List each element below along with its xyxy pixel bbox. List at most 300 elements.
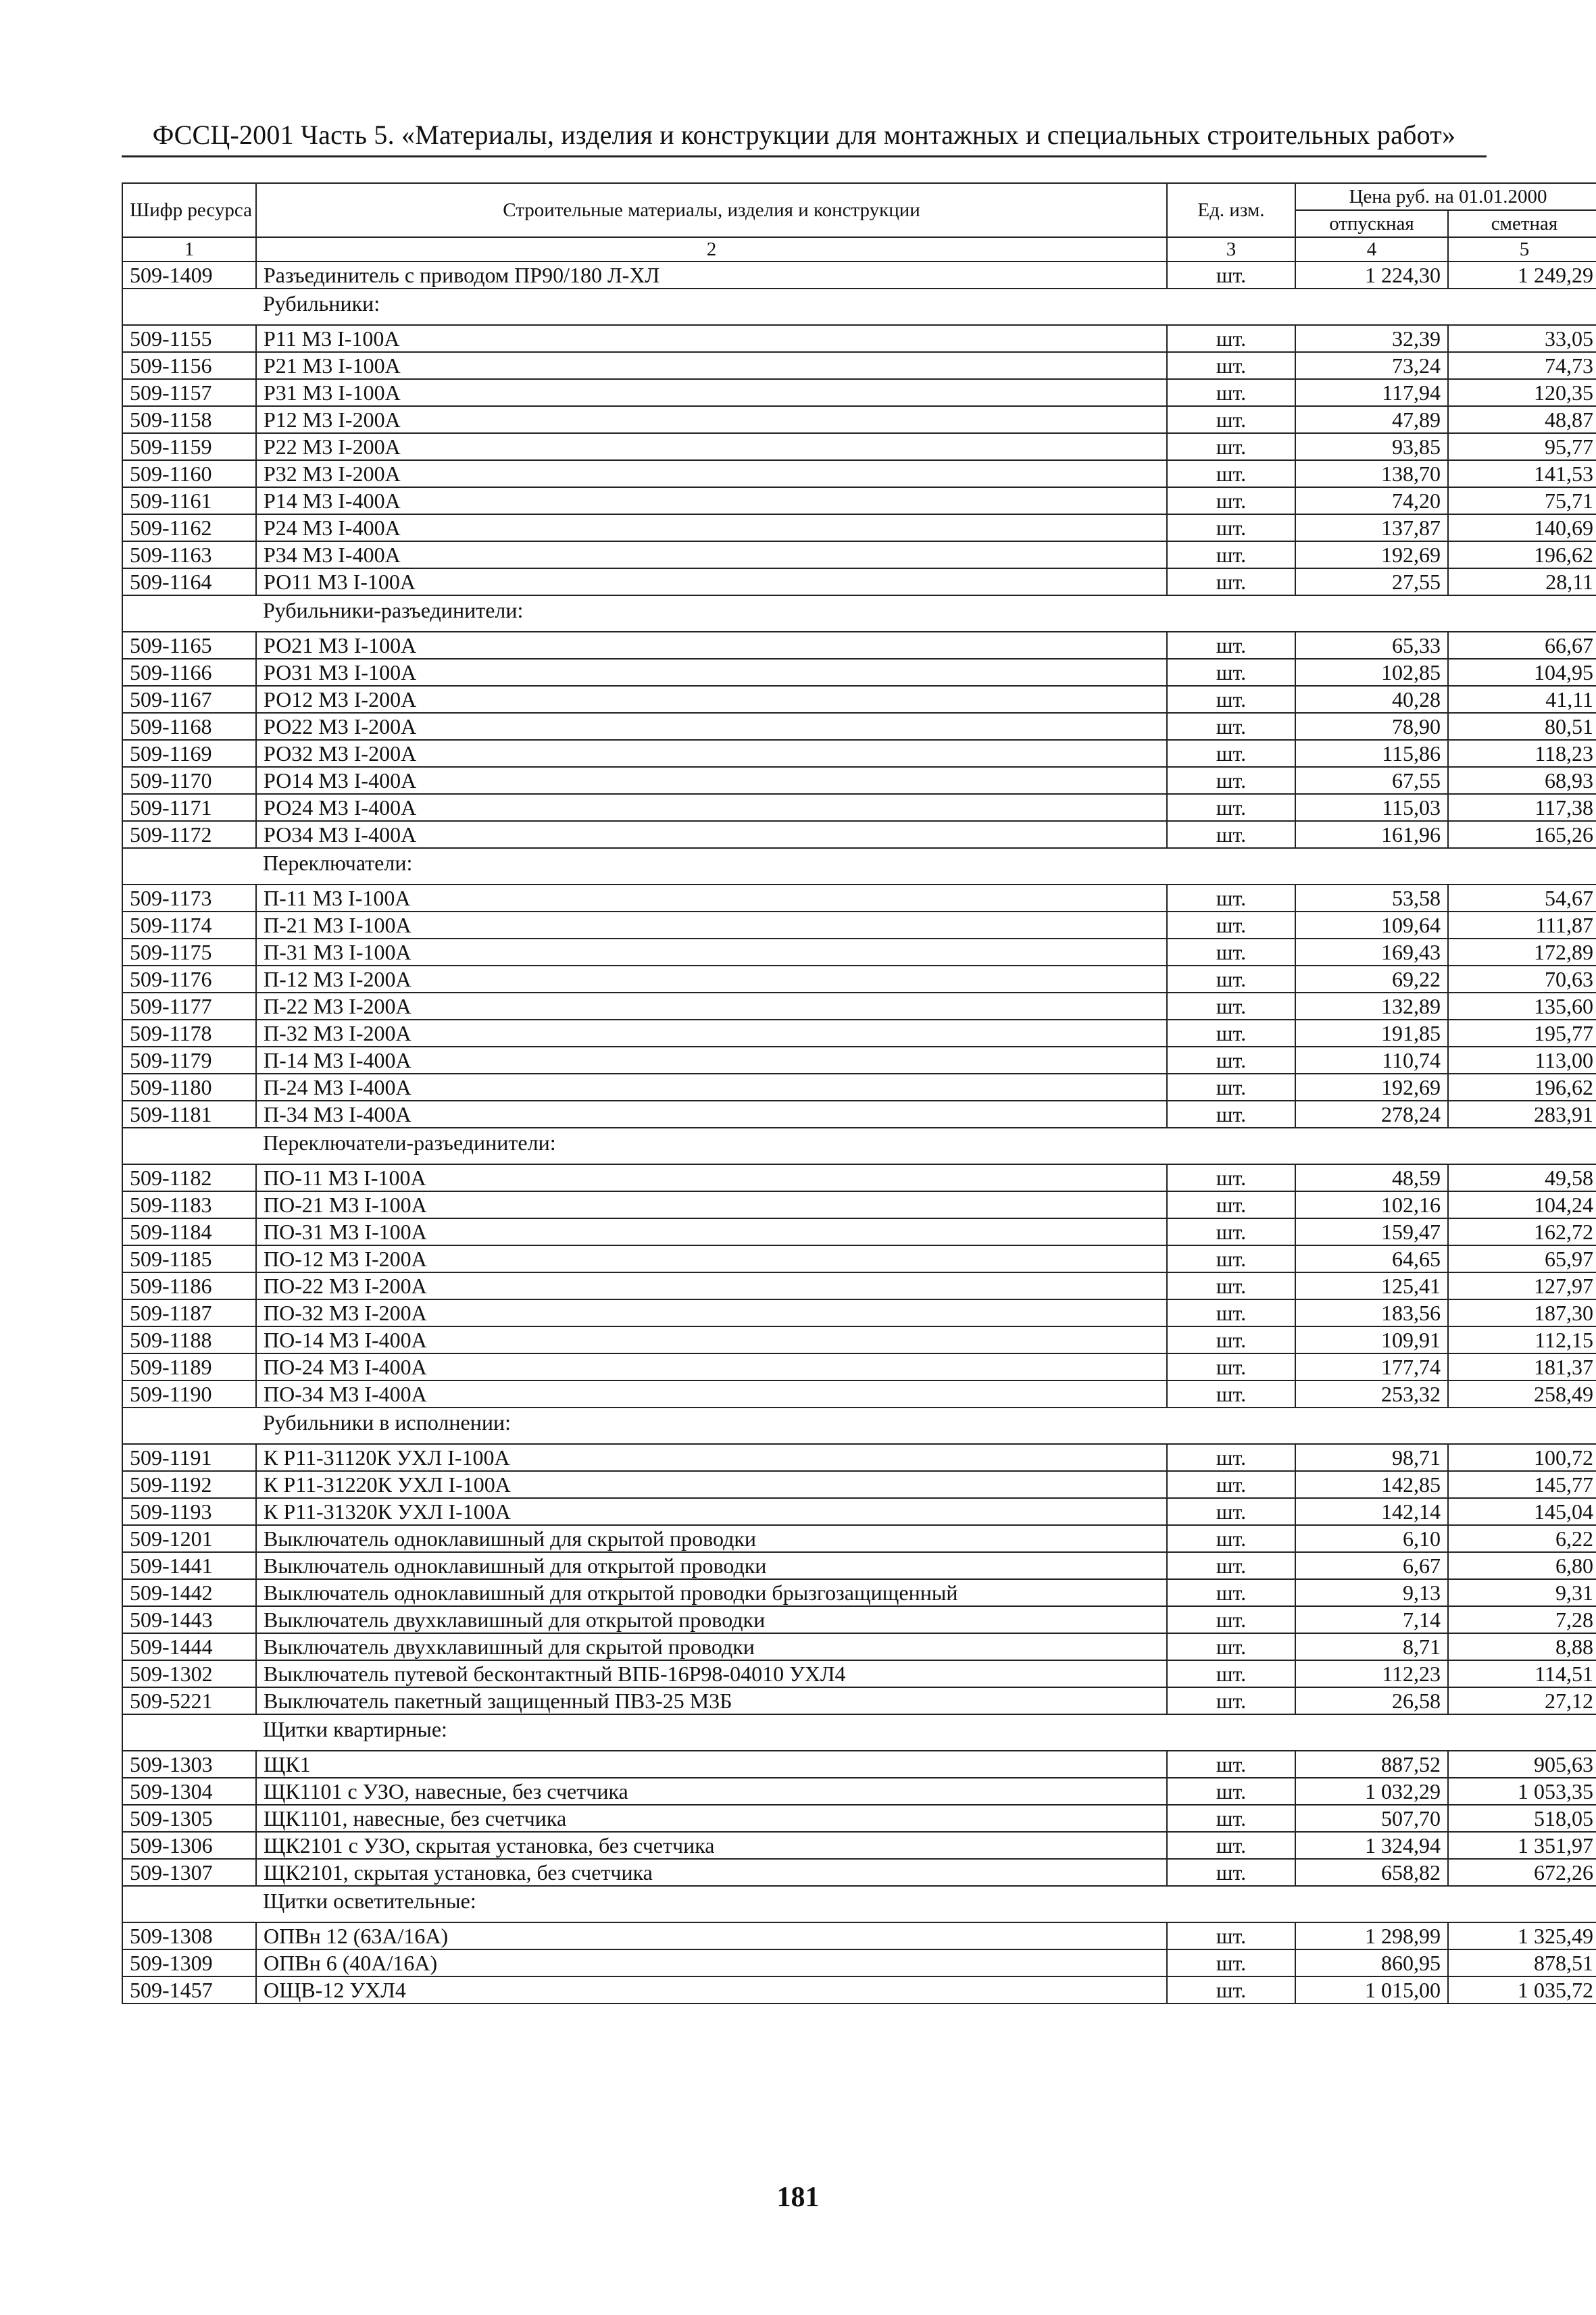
resource-code-cell: 509-1302 — [122, 1660, 256, 1687]
material-name-cell: ПО-31 М3 I-100А — [256, 1218, 1167, 1245]
price-estimate-cell: 113,00 — [1448, 1047, 1596, 1074]
resource-code-cell: 509-1181 — [122, 1101, 256, 1128]
table-row — [122, 487, 1596, 514]
column-number-3: 3 — [1167, 237, 1295, 262]
price-estimate-cell: 65,97 — [1448, 1245, 1596, 1272]
resource-code-cell: 509-1161 — [122, 487, 256, 514]
resource-code-cell: 509-1305 — [122, 1805, 256, 1832]
price-release-cell: 192,69 — [1295, 1074, 1448, 1101]
unit-cell: шт. — [1167, 1299, 1295, 1326]
price-table-body — [122, 262, 1596, 2003]
price-release-cell: 40,28 — [1295, 686, 1448, 713]
price-release-cell: 159,47 — [1295, 1218, 1448, 1245]
unit-cell: шт. — [1167, 1020, 1295, 1047]
unit-cell: шт. — [1167, 514, 1295, 541]
resource-code-cell: 509-1304 — [122, 1778, 256, 1805]
price-release-cell: 109,91 — [1295, 1326, 1448, 1353]
price-release-cell: 1 324,94 — [1295, 1832, 1448, 1859]
unit-cell: шт. — [1167, 262, 1295, 289]
price-release-cell: 112,23 — [1295, 1660, 1448, 1687]
unit-cell: шт. — [1167, 1191, 1295, 1218]
resource-code-cell: 509-1174 — [122, 912, 256, 939]
material-name-cell: Выключатель двухклавишный для скрытой проводки — [256, 1633, 1167, 1660]
material-name-cell: П-34 М3 I-400А — [256, 1101, 1167, 1128]
material-name-cell: Р21 М3 I-100А — [256, 352, 1167, 379]
unit-cell: шт. — [1167, 1660, 1295, 1687]
header-divider — [122, 155, 1487, 157]
price-release-cell: 253,32 — [1295, 1380, 1448, 1408]
table-row — [122, 740, 1596, 767]
price-release-cell: 65,33 — [1295, 632, 1448, 659]
material-name-cell: РО32 М3 I-200А — [256, 740, 1167, 767]
resource-code-cell: 509-5221 — [122, 1687, 256, 1714]
resource-code-cell: 509-1169 — [122, 740, 256, 767]
price-release-cell: 8,71 — [1295, 1633, 1448, 1660]
price-estimate-cell: 1 351,97 — [1448, 1832, 1596, 1859]
resource-code-cell: 509-1457 — [122, 1976, 256, 2003]
price-estimate-cell: 196,62 — [1448, 541, 1596, 568]
price-estimate-cell: 145,04 — [1448, 1498, 1596, 1525]
material-name-cell: К Р11-31220К УХЛ I-100А — [256, 1471, 1167, 1498]
price-release-cell: 48,59 — [1295, 1164, 1448, 1191]
price-release-cell: 1 224,30 — [1295, 262, 1448, 289]
price-estimate-cell: 187,30 — [1448, 1299, 1596, 1326]
unit-cell: шт. — [1167, 406, 1295, 433]
column-header-price-group: Цена руб. на 01.01.2000 — [1295, 183, 1596, 210]
price-release-cell: 177,74 — [1295, 1353, 1448, 1380]
material-name-cell: РО24 М3 I-400А — [256, 794, 1167, 821]
material-name-cell: Разъединитель с приводом ПР90/180 Л-ХЛ — [256, 262, 1167, 289]
price-estimate-cell: 28,11 — [1448, 568, 1596, 595]
section-header-row — [122, 1128, 1596, 1164]
section-header-row — [122, 1886, 1596, 1922]
unit-cell: шт. — [1167, 1976, 1295, 2003]
table-row — [122, 632, 1596, 659]
unit-cell: шт. — [1167, 1245, 1295, 1272]
price-release-cell: 102,85 — [1295, 659, 1448, 686]
column-header-code: Шифр ресурса — [122, 183, 256, 237]
price-estimate-cell: 6,22 — [1448, 1525, 1596, 1552]
page-header-title: ФССЦ-2001 Часть 5. «Материалы, изделия и конструкции для монтажных и специальных строительных работ» — [152, 120, 1456, 150]
table-row — [122, 659, 1596, 686]
resource-code-cell: 509-1180 — [122, 1074, 256, 1101]
material-name-cell: ПО-21 М3 I-100А — [256, 1191, 1167, 1218]
unit-cell: шт. — [1167, 325, 1295, 352]
resource-code-cell: 509-1175 — [122, 939, 256, 966]
price-release-cell: 183,56 — [1295, 1299, 1448, 1326]
price-estimate-cell: 33,05 — [1448, 325, 1596, 352]
column-number-4: 4 — [1295, 237, 1448, 262]
resource-code-cell: 509-1303 — [122, 1751, 256, 1778]
price-release-cell: 115,03 — [1295, 794, 1448, 821]
price-release-cell: 109,64 — [1295, 912, 1448, 939]
table-row — [122, 1805, 1596, 1832]
material-name-cell: РО11 М3 I-100А — [256, 568, 1167, 595]
price-estimate-cell: 75,71 — [1448, 487, 1596, 514]
price-release-cell: 67,55 — [1295, 767, 1448, 794]
price-estimate-cell: 74,73 — [1448, 352, 1596, 379]
unit-cell: шт. — [1167, 713, 1295, 740]
price-estimate-cell: 54,67 — [1448, 885, 1596, 912]
material-name-cell: П-31 М3 I-100А — [256, 939, 1167, 966]
table-row — [122, 1859, 1596, 1886]
unit-cell: шт. — [1167, 1579, 1295, 1606]
price-estimate-cell: 140,69 — [1448, 514, 1596, 541]
table-row — [122, 713, 1596, 740]
price-release-cell: 64,65 — [1295, 1245, 1448, 1272]
unit-cell: шт. — [1167, 541, 1295, 568]
table-row — [122, 1751, 1596, 1778]
price-release-cell: 74,20 — [1295, 487, 1448, 514]
material-name-cell: Р32 М3 I-200А — [256, 460, 1167, 487]
table-row — [122, 1164, 1596, 1191]
price-estimate-cell: 114,51 — [1448, 1660, 1596, 1687]
price-estimate-cell: 8,88 — [1448, 1633, 1596, 1660]
price-estimate-cell: 95,77 — [1448, 433, 1596, 460]
resource-code-cell: 509-1177 — [122, 993, 256, 1020]
unit-cell: шт. — [1167, 1272, 1295, 1299]
material-name-cell: Р22 М3 I-200А — [256, 433, 1167, 460]
resource-code-cell: 509-1443 — [122, 1606, 256, 1633]
resource-code-cell: 509-1159 — [122, 433, 256, 460]
material-name-cell: ОПВн 12 (63А/16А) — [256, 1922, 1167, 1949]
price-estimate-cell: 195,77 — [1448, 1020, 1596, 1047]
price-estimate-cell: 104,95 — [1448, 659, 1596, 686]
price-estimate-cell: 68,93 — [1448, 767, 1596, 794]
unit-cell: шт. — [1167, 939, 1295, 966]
table-row — [122, 1353, 1596, 1380]
section-header-row — [122, 289, 1596, 325]
unit-cell: шт. — [1167, 767, 1295, 794]
price-estimate-cell: 66,67 — [1448, 632, 1596, 659]
unit-cell: шт. — [1167, 1326, 1295, 1353]
resource-code-cell: 509-1166 — [122, 659, 256, 686]
resource-code-cell: 509-1167 — [122, 686, 256, 713]
material-name-cell: ПО-34 М3 I-400А — [256, 1380, 1167, 1408]
price-release-cell: 1 015,00 — [1295, 1976, 1448, 2003]
price-estimate-cell: 905,63 — [1448, 1751, 1596, 1778]
table-row — [122, 1579, 1596, 1606]
price-estimate-cell: 1 053,35 — [1448, 1778, 1596, 1805]
price-release-cell: 169,43 — [1295, 939, 1448, 966]
material-name-cell: Выключатель двухклавишный для открытой проводки — [256, 1606, 1167, 1633]
material-name-cell: П-11 М3 I-100А — [256, 885, 1167, 912]
resource-code-cell: 509-1165 — [122, 632, 256, 659]
price-estimate-cell: 165,26 — [1448, 821, 1596, 848]
price-release-cell: 78,90 — [1295, 713, 1448, 740]
section-title: Рубильники в исполнении: — [256, 1408, 1596, 1444]
table-row — [122, 1778, 1596, 1805]
table-row — [122, 1245, 1596, 1272]
unit-cell: шт. — [1167, 1444, 1295, 1471]
section-spacer-cell — [122, 1714, 256, 1751]
price-estimate-cell: 145,77 — [1448, 1471, 1596, 1498]
resource-code-cell: 509-1306 — [122, 1832, 256, 1859]
price-release-cell: 117,94 — [1295, 379, 1448, 406]
resource-code-cell: 509-1173 — [122, 885, 256, 912]
unit-cell: шт. — [1167, 1751, 1295, 1778]
resource-code-cell: 509-1157 — [122, 379, 256, 406]
price-estimate-cell: 518,05 — [1448, 1805, 1596, 1832]
table-row — [122, 1633, 1596, 1660]
price-estimate-cell: 672,26 — [1448, 1859, 1596, 1886]
unit-cell: шт. — [1167, 352, 1295, 379]
unit-cell: шт. — [1167, 686, 1295, 713]
table-row — [122, 433, 1596, 460]
material-name-cell: К Р11-31120К УХЛ I-100А — [256, 1444, 1167, 1471]
material-name-cell: Р34 М3 I-400А — [256, 541, 1167, 568]
table-row — [122, 1832, 1596, 1859]
table-row — [122, 1525, 1596, 1552]
price-estimate-cell: 27,12 — [1448, 1687, 1596, 1714]
unit-cell: шт. — [1167, 1832, 1295, 1859]
unit-cell: шт. — [1167, 993, 1295, 1020]
material-name-cell: П-21 М3 I-100А — [256, 912, 1167, 939]
resource-code-cell: 509-1189 — [122, 1353, 256, 1380]
resource-code-cell: 509-1441 — [122, 1552, 256, 1579]
resource-code-cell: 509-1193 — [122, 1498, 256, 1525]
material-name-cell: ОЩВ-12 УХЛ4 — [256, 1976, 1167, 2003]
resource-code-cell: 509-1191 — [122, 1444, 256, 1471]
price-release-cell: 161,96 — [1295, 821, 1448, 848]
table-row — [122, 1949, 1596, 1976]
resource-code-cell: 509-1190 — [122, 1380, 256, 1408]
table-row — [122, 514, 1596, 541]
page-number: 181 — [776, 2182, 820, 2213]
table-row — [122, 1101, 1596, 1128]
table-row — [122, 686, 1596, 713]
material-name-cell: ПО-11 М3 I-100А — [256, 1164, 1167, 1191]
price-estimate-cell: 111,87 — [1448, 912, 1596, 939]
material-name-cell: РО21 М3 I-100А — [256, 632, 1167, 659]
resource-code-cell: 509-1444 — [122, 1633, 256, 1660]
price-release-cell: 192,69 — [1295, 541, 1448, 568]
section-title: Переключатели: — [256, 848, 1596, 885]
price-release-cell: 115,86 — [1295, 740, 1448, 767]
price-estimate-cell: 9,31 — [1448, 1579, 1596, 1606]
table-row — [122, 1444, 1596, 1471]
table-row — [122, 767, 1596, 794]
price-release-cell: 887,52 — [1295, 1751, 1448, 1778]
price-release-cell: 98,71 — [1295, 1444, 1448, 1471]
unit-cell: шт. — [1167, 1552, 1295, 1579]
price-estimate-cell: 196,62 — [1448, 1074, 1596, 1101]
price-release-cell: 53,58 — [1295, 885, 1448, 912]
material-name-cell: П-22 М3 I-200А — [256, 993, 1167, 1020]
price-release-cell: 6,10 — [1295, 1525, 1448, 1552]
material-name-cell: Р24 М3 I-400А — [256, 514, 1167, 541]
price-release-cell: 26,58 — [1295, 1687, 1448, 1714]
table-row — [122, 1606, 1596, 1633]
table-row — [122, 966, 1596, 993]
price-release-cell: 9,13 — [1295, 1579, 1448, 1606]
resource-code-cell: 509-1163 — [122, 541, 256, 568]
table-row — [122, 1552, 1596, 1579]
price-estimate-cell: 120,35 — [1448, 379, 1596, 406]
section-title: Щитки осветительные: — [256, 1886, 1596, 1922]
table-row — [122, 885, 1596, 912]
resource-code-cell: 509-1164 — [122, 568, 256, 595]
column-header-price-release: отпускная — [1295, 210, 1448, 237]
material-name-cell: РО31 М3 I-100А — [256, 659, 1167, 686]
unit-cell: шт. — [1167, 1353, 1295, 1380]
price-release-cell: 142,85 — [1295, 1471, 1448, 1498]
section-title: Рубильники: — [256, 289, 1596, 325]
price-estimate-cell: 878,51 — [1448, 1949, 1596, 1976]
material-name-cell: ОПВн 6 (40А/16А) — [256, 1949, 1167, 1976]
section-header-row — [122, 1408, 1596, 1444]
section-spacer-cell — [122, 848, 256, 885]
unit-cell: шт. — [1167, 1633, 1295, 1660]
resource-code-cell: 509-1155 — [122, 325, 256, 352]
table-row — [122, 1976, 1596, 2003]
price-release-cell: 110,74 — [1295, 1047, 1448, 1074]
price-release-cell: 69,22 — [1295, 966, 1448, 993]
material-name-cell: Р11 М3 I-100А — [256, 325, 1167, 352]
unit-cell: шт. — [1167, 487, 1295, 514]
resource-code-cell: 509-1182 — [122, 1164, 256, 1191]
material-name-cell: ЩК1 — [256, 1751, 1167, 1778]
unit-cell: шт. — [1167, 885, 1295, 912]
resource-code-cell: 509-1442 — [122, 1579, 256, 1606]
price-estimate-cell: 283,91 — [1448, 1101, 1596, 1128]
price-estimate-cell: 181,37 — [1448, 1353, 1596, 1380]
table-row — [122, 379, 1596, 406]
section-spacer-cell — [122, 1128, 256, 1164]
price-release-cell: 132,89 — [1295, 993, 1448, 1020]
column-header-unit: Ед. изм. — [1167, 183, 1295, 237]
price-estimate-cell: 100,72 — [1448, 1444, 1596, 1471]
material-name-cell: ПО-14 М3 I-400А — [256, 1326, 1167, 1353]
table-row — [122, 1299, 1596, 1326]
price-estimate-cell: 1 325,49 — [1448, 1922, 1596, 1949]
price-release-cell: 6,67 — [1295, 1552, 1448, 1579]
price-release-cell: 102,16 — [1295, 1191, 1448, 1218]
price-release-cell: 142,14 — [1295, 1498, 1448, 1525]
section-spacer-cell — [122, 1408, 256, 1444]
section-title: Щитки квартирные: — [256, 1714, 1596, 1751]
table-row — [122, 1498, 1596, 1525]
unit-cell: шт. — [1167, 379, 1295, 406]
price-estimate-cell: 7,28 — [1448, 1606, 1596, 1633]
price-release-cell: 278,24 — [1295, 1101, 1448, 1128]
price-release-cell: 137,87 — [1295, 514, 1448, 541]
resource-code-cell: 509-1192 — [122, 1471, 256, 1498]
unit-cell: шт. — [1167, 1047, 1295, 1074]
table-row — [122, 1074, 1596, 1101]
unit-cell: шт. — [1167, 460, 1295, 487]
table-row — [122, 993, 1596, 1020]
section-spacer-cell — [122, 289, 256, 325]
resource-code-cell: 509-1158 — [122, 406, 256, 433]
price-release-cell: 47,89 — [1295, 406, 1448, 433]
table-row — [122, 541, 1596, 568]
section-title: Рубильники-разъединители: — [256, 595, 1596, 632]
material-name-cell: Выключатель одноклавишный для открытой проводки — [256, 1552, 1167, 1579]
resource-code-cell: 509-1168 — [122, 713, 256, 740]
price-estimate-cell: 127,97 — [1448, 1272, 1596, 1299]
resource-code-cell: 509-1172 — [122, 821, 256, 848]
material-name-cell: Р14 М3 I-400А — [256, 487, 1167, 514]
resource-code-cell: 509-1186 — [122, 1272, 256, 1299]
price-estimate-cell: 49,58 — [1448, 1164, 1596, 1191]
price-estimate-cell: 135,60 — [1448, 993, 1596, 1020]
resource-code-cell: 509-1160 — [122, 460, 256, 487]
material-name-cell: РО12 М3 I-200А — [256, 686, 1167, 713]
resource-code-cell: 509-1179 — [122, 1047, 256, 1074]
table-row — [122, 1020, 1596, 1047]
table-row — [122, 1047, 1596, 1074]
unit-cell: шт. — [1167, 912, 1295, 939]
material-name-cell: П-32 М3 I-200А — [256, 1020, 1167, 1047]
price-release-cell: 27,55 — [1295, 568, 1448, 595]
section-spacer-cell — [122, 1886, 256, 1922]
table-row — [122, 406, 1596, 433]
table-row — [122, 1380, 1596, 1408]
unit-cell: шт. — [1167, 740, 1295, 767]
price-estimate-cell: 6,80 — [1448, 1552, 1596, 1579]
material-name-cell: ЩК1101 с УЗО, навесные, без счетчика — [256, 1778, 1167, 1805]
resource-code-cell: 509-1176 — [122, 966, 256, 993]
resource-code-cell: 509-1178 — [122, 1020, 256, 1047]
price-estimate-cell: 70,63 — [1448, 966, 1596, 993]
unit-cell: шт. — [1167, 1164, 1295, 1191]
section-header-row — [122, 595, 1596, 632]
table-row — [122, 1326, 1596, 1353]
table-row — [122, 1922, 1596, 1949]
unit-cell: шт. — [1167, 1101, 1295, 1128]
resource-code-cell: 509-1156 — [122, 352, 256, 379]
unit-cell: шт. — [1167, 1218, 1295, 1245]
column-number-2: 2 — [256, 237, 1167, 262]
material-name-cell: Выключатель путевой бесконтактный ВПБ-16Р98-04010 УХЛ4 — [256, 1660, 1167, 1687]
material-name-cell: П-14 М3 I-400А — [256, 1047, 1167, 1074]
unit-cell: шт. — [1167, 1471, 1295, 1498]
table-row — [122, 568, 1596, 595]
table-row — [122, 821, 1596, 848]
resource-code-cell: 509-1171 — [122, 794, 256, 821]
resource-code-cell: 509-1184 — [122, 1218, 256, 1245]
price-estimate-cell: 258,49 — [1448, 1380, 1596, 1408]
price-release-cell: 1 298,99 — [1295, 1922, 1448, 1949]
table-row — [122, 325, 1596, 352]
material-name-cell: П-12 М3 I-200А — [256, 966, 1167, 993]
unit-cell: шт. — [1167, 433, 1295, 460]
price-estimate-cell: 162,72 — [1448, 1218, 1596, 1245]
price-table — [122, 182, 1596, 2004]
table-row — [122, 939, 1596, 966]
material-name-cell: ПО-22 М3 I-200А — [256, 1272, 1167, 1299]
table-row — [122, 1218, 1596, 1245]
material-name-cell: ЩК1101, навесные, без счетчика — [256, 1805, 1167, 1832]
resource-code-cell: 509-1162 — [122, 514, 256, 541]
unit-cell: шт. — [1167, 794, 1295, 821]
material-name-cell: ПО-32 М3 I-200А — [256, 1299, 1167, 1326]
resource-code-cell: 509-1309 — [122, 1949, 256, 1976]
column-header-name: Строительные материалы, изделия и конструкции — [256, 183, 1167, 237]
material-name-cell: К Р11-31320К УХЛ I-100А — [256, 1498, 1167, 1525]
resource-code-cell: 509-1308 — [122, 1922, 256, 1949]
price-release-cell: 125,41 — [1295, 1272, 1448, 1299]
price-release-cell: 7,14 — [1295, 1606, 1448, 1633]
material-name-cell: Выключатель одноклавишный для открытой проводки брызгозащищенный — [256, 1579, 1167, 1606]
resource-code-cell: 509-1188 — [122, 1326, 256, 1353]
resource-code-cell: 509-1185 — [122, 1245, 256, 1272]
table-row — [122, 1272, 1596, 1299]
material-name-cell: ЩК2101 с УЗО, скрытая установка, без счетчика — [256, 1832, 1167, 1859]
price-release-cell: 191,85 — [1295, 1020, 1448, 1047]
unit-cell: шт. — [1167, 632, 1295, 659]
